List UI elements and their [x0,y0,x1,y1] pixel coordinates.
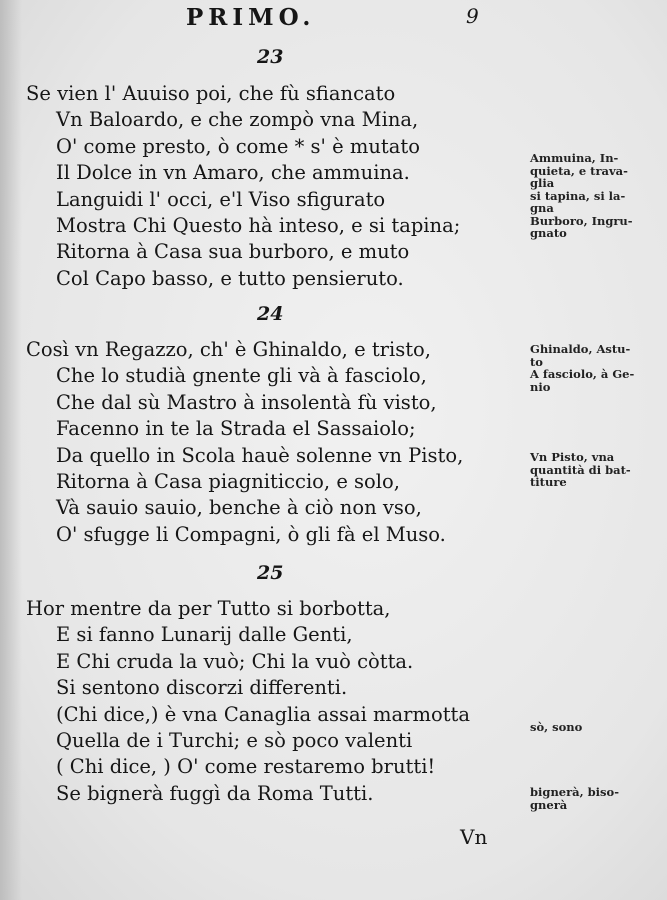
gloss-line: si tapina, si la- [530,188,626,203]
verse-line: Quella de i Turchi; e sò poco valenti [56,729,413,753]
gloss-line: Burboro, Ingru- [530,213,633,228]
verse-line: E si fanno Lunarij dalle Genti, [56,623,353,647]
verse-line: Ritorna à Casa sua burboro, e muto [56,240,410,264]
verse-line: Ritorna à Casa piagniticcio, e solo, [56,470,400,494]
verse-line: Col Capo basso, e tutto pensieruto. [56,266,404,290]
stanza-number: 25 [257,562,284,584]
verse-line: (Chi dice,) è vna Canaglia assai marmotta [56,702,471,726]
marginal-gloss [530,152,658,240]
verse-line: E Chi cruda la vuò; Chi la vuò còtta. [56,649,414,673]
stanza-number: 24 [257,303,284,325]
verse-line: Vn Baloardo, e che zompò vna Mina, [56,108,419,132]
verse-line: Si sentono discorzi differenti. [56,676,348,700]
gloss-line: gnerà [530,797,568,812]
stanza-number: 23 [257,46,284,68]
stanza-23 [26,81,460,292]
verse-line: Che dal sù Mastro à insolentà fù visto, [56,390,437,414]
marginal-gloss [530,786,658,811]
gloss-line: quantità di bat- [530,462,631,477]
gloss-line: bignerà, biso- [530,785,619,799]
verse-line: Languidi l' occi, e'l Viso sfigurato [56,187,386,211]
gloss-line: Vn Pisto, vna [530,450,615,464]
marginal-gloss [530,343,658,393]
gloss-line: sò, sono [530,720,583,734]
gloss-line: glia [530,176,555,190]
stanza-24 [26,337,463,548]
gloss-line: quieta, e trava- [530,163,628,178]
gloss-line: nio [530,379,551,394]
verse-line: Se bignerà fuggì da Roma Tutti. [56,781,374,805]
marginal-gloss [530,721,658,734]
verse-line: Và sauio sauio, benche à ciò non vso, [56,496,422,520]
gloss-line: Ghinaldo, Astu- [530,342,631,356]
page-number: 9 [466,4,479,28]
verse-line: Se vien l' Auuiso poi, che fù sfiancato [26,82,396,105]
verse-line: Il Dolce in vn Amaro, che ammuina. [56,161,410,185]
stanza-25 [26,596,470,807]
gloss-line: Ammuina, In- [530,151,619,165]
catchword: Vn [460,825,488,849]
gloss-line: to [530,354,543,369]
verse-line: ( Chi dice, ) O' come restaremo brutti! [56,755,436,779]
gloss-line: gnato [530,226,567,240]
verse-line: O' come presto, ò come * s' è mutato [56,134,420,158]
marginal-gloss [530,451,658,489]
verse-line: Da quello in Scola hauè solenne vn Pisto, [56,443,464,467]
gloss-line: gna [530,201,554,215]
verse-line: Facenno in te la Strada el Sassaiolo; [56,417,416,441]
verse-line: O' sfugge li Compagni, ò gli fà el Muso. [56,522,446,546]
verse-line: Così vn Regazzo, ch' è Ghinaldo, e tristo, [26,338,431,361]
running-title: PRIMO. [186,4,316,31]
gloss-line: A fasciolo, à Ge- [530,367,635,381]
verse-line: Hor mentre da per Tutto si borbotta, [26,597,391,620]
verse-line: Mostra Chi Questo hà inteso, e si tapina; [56,214,461,238]
gloss-line: titure [530,475,567,489]
verse-line: Che lo studià gnente gli và à fasciolo, [56,364,427,388]
